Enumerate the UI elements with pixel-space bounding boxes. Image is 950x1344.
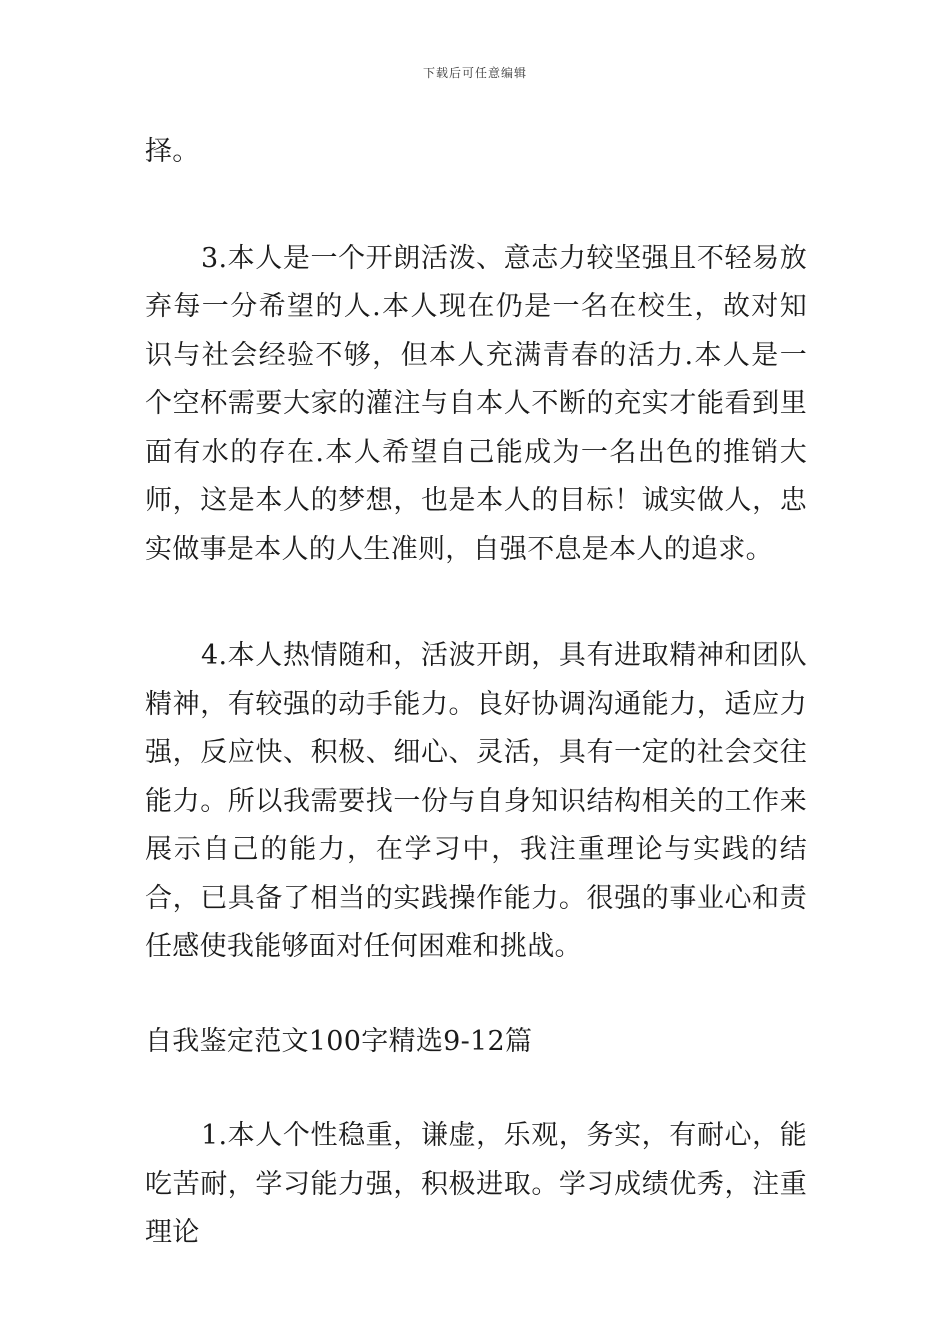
document-body [145,128,807,1258]
paragraph-item-4: 4.本人热情随和，活波开朗，具有进取精神和团队精神，有较强的动手能力。良好协调沟通能力，适应力强，反应快、积极、细心、灵活，具有一定的社会交往能力。所以我需要找一份与自身知识结构相关的工作来展示自己的能力，在学习中，我注重理论与实践的结合，已具备了相当的实践操作能力。很强的事业心和责任感使我能够面对任何困难和挑战。 [145,640,807,962]
section-title: 自我鉴定范文100字精选9-12篇 [145,1025,533,1057]
page-header: 下载后可任意编辑 [422,66,527,80]
paragraph-item-3: 3.本人是一个开朗活泼、意志力较坚强且不轻易放弃每一分希望的人.本人现在仍是一名在校生，故对知识与社会经验不够，但本人充满青春的活力.本人是一个空杯需要大家的灌注与自本人不断的充实才能看到里面有水的存在.本人希望自己能成为一名出色的推销大师，这是本人的梦想，也是本人的目标！诚实做人，忠实做事是本人的人生准则，自强不息是本人的追求。 [145,242,807,565]
paragraph-item-1: 1.本人个性稳重，谦虚，乐观，务实，有耐心，能吃苦耐，学习能力强，积极进取。学习成绩优秀，注重理论 [145,1120,807,1248]
paragraph-continuation: 择。 [145,136,200,167]
